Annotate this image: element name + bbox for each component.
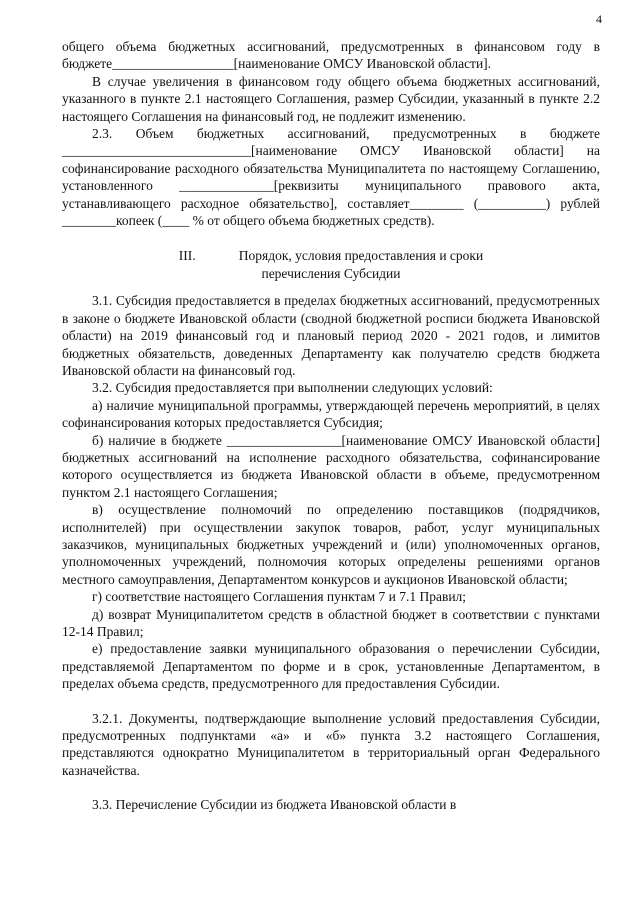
page-number: 4 xyxy=(596,12,602,26)
spacer xyxy=(62,779,600,796)
condition-g: г) соответствие настоящего Соглашения пунктам 7 и 7.1 Правил; xyxy=(92,589,467,605)
section-title-line1: Порядок, условия предоставления и сроки xyxy=(238,248,484,264)
paragraph-budget-total: общего объема бюджетных ассигнований, предусмотренных в финансовом году в бюджете__________________[наименование ОМСУ Ивановской области]. xyxy=(62,39,600,72)
spacer xyxy=(62,693,600,710)
condition-d: д) возврат Муниципалитетом средств в областной бюджет в соответствии с пунктами 12-14 Правил; xyxy=(62,606,600,639)
paragraph-3-2-1: 3.2.1. Документы, подтверждающие выполнение условий предоставления Субсидии, предусмотренных подпунктами «а» и «б» пункта 3.2 настоящего Соглашения, представляются однократно Муниципалитетом в территориальный орган Федерального казначейства. xyxy=(62,710,600,778)
condition-v: в) осуществление полномочий по определению поставщиков (подрядчиков, исполнителей) при осуществлении закупок товаров, работ, услуг муниципальных заказчиков, муниципальных бюджетных учреждений и (или) уполномоченных органов, уполномоченных учреждений, полномочия которых определены решениями органов местного самоуправления, Департаментом конкурсов и аукционов Ивановской области; xyxy=(62,502,600,587)
condition-a: а) наличие муниципальной программы, утверждающей перечень мероприятий, в целях софинансирования которых предоставляется Субсидия; xyxy=(62,397,600,431)
condition-e: е) предоставление заявки муниципального образования о перечислении Субсидии, представляемой Департаментом по форме и в срок, установленные Департаментом, в пределах объема средств, предусмотренного для предоставления Субсидии. xyxy=(62,641,600,692)
paragraph-2-3: 2.3. Объем бюджетных ассигнований, предусмотренных в бюджете ____________________________[наименование ОМСУ Ивановской области] на софинансирование расходного обязательства Муниципалитета по настоящему Соглашению, установленного ______________[реквизиты муниципального правового акта, устанавливающего расходное обязательство], составляет________ (__________) рублей ________копеек (____ % от общего объема бюджетных средств). xyxy=(62,126,600,229)
document-body xyxy=(62,38,600,814)
section-number: III. xyxy=(178,248,196,264)
paragraph-3-3: 3.3. Перечисление Субсидии из бюджета Ивановской области в xyxy=(92,797,457,813)
paragraph-3-1: 3.1. Субсидия предоставляется в пределах бюджетных ассигнований, предусмотренных в законе о бюджете Ивановской области (сводной бюджетной росписи бюджета Ивановской области) на 2019 финансовый год и плановый период 2020 - 2021 годов, и лимитов бюджетных обязательств, доведенных Департаменту как получателю средств бюджета Ивановской области на финансовый год. xyxy=(62,293,600,378)
section-heading xyxy=(62,247,600,282)
paragraph-budget-increase: В случае увеличения в финансовом году общего объема бюджетных ассигнований, указанного в пункте 2.1 настоящего Соглашения, размер Субсидии, указанный в пункте 2.2 настоящего Соглашения на финансовый год, не подлежит изменению. xyxy=(62,73,600,124)
paragraph-3-2: 3.2. Субсидия предоставляется при выполнении следующих условий: xyxy=(92,380,493,396)
condition-b: б) наличие в бюджете _________________[наименование ОМСУ Ивановской области] бюджетных ассигнований на исполнение расходного обязательства, софинансирование которого осуществляется из бюджета Ивановской области в объеме, предусмотренном пунктом 2.1 настоящего Соглашения; xyxy=(62,432,600,500)
section-title-line2: перечисления Субсидии xyxy=(261,265,401,281)
